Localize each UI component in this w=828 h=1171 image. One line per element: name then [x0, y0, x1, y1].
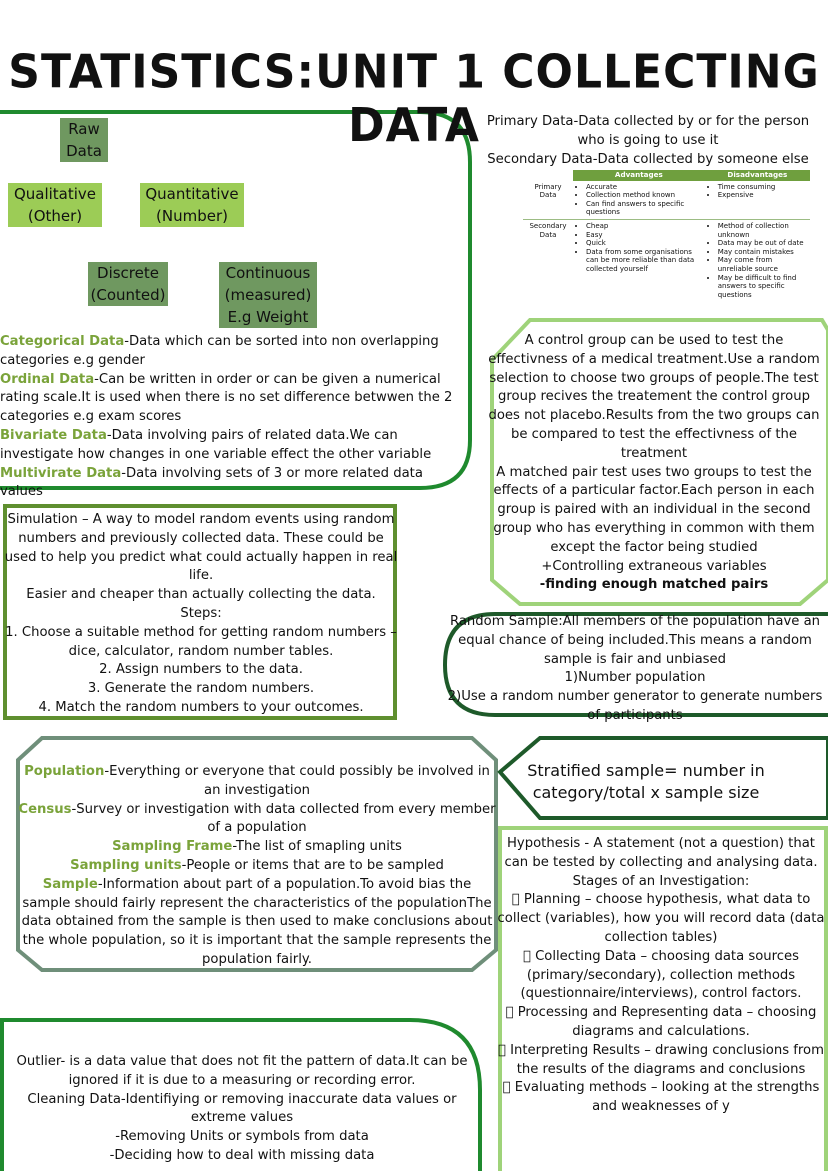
population-item	[18, 763, 496, 801]
population-definition: -Information about part of a population.To avoid bias the sample should fairly represent the characteristics of the populationThe data obtained from the sample is then used to make conclusions about the whole population, so it is important that the sample represents the population fairly.	[21, 876, 493, 967]
matched-pair-paragraph: A matched pair test uses two groups to test the effects of a particular factor.Each person in each group is paired with an individual in the second group who has everything in common with them except the factor being studied	[493, 464, 815, 555]
page-title: STATISTICS:UNIT 1 COLLECTING DATA	[8, 45, 820, 153]
random-sample-text	[444, 613, 826, 726]
table-cell-item: • Data may be out of date	[718, 239, 807, 248]
continuous-box	[219, 262, 317, 328]
bullet-icon:  	[498, 1042, 506, 1058]
stage-text: Processing and Representing data – choosing diagrams and calculations.	[517, 1005, 817, 1039]
table-cell-item: • Accurate	[586, 183, 702, 192]
random-sample-step: 1)Number population	[564, 670, 706, 686]
table-cell-item: • May contain mistakes	[718, 248, 807, 257]
population-term: Population	[24, 764, 105, 779]
outlier-text	[8, 1053, 476, 1166]
stages-title: Stages of an Investigation:	[572, 873, 750, 889]
control-group-paragraph: A control group can be used to test the effectivness of a medical treatment.Use a random selection to choose two groups of people.The test group recives the treatement the control group does not placebo.Results from the two groups can be compared to test the effectivness of the treatment	[488, 333, 820, 461]
raw-data-box	[60, 118, 108, 162]
definition-text: -Data involving sets of 3 or more related data values	[0, 465, 423, 500]
qualitative-box	[8, 183, 102, 227]
table-cell-item: • Collection method known	[586, 191, 702, 200]
table-cell-item: • Easy	[586, 231, 702, 240]
bullet-icon:  	[511, 892, 520, 908]
table-row-label: Primary Data	[534, 182, 562, 200]
qualitative-line: Qualitative	[13, 185, 97, 203]
simulation-intro: Simulation – A way to model random events using random numbers and previously collected data. These could be used to help you predict what could actually happen in real life.	[4, 512, 398, 584]
population-item	[18, 801, 496, 839]
population-definition: -Everything or everyone that could possibly be involved in an investigation	[104, 764, 490, 798]
population-definition: -The list of smapling units	[232, 839, 402, 855]
stage-item	[496, 948, 826, 1004]
definition-text: -Data which can be sorted into non overlapping categories e.g gender	[0, 334, 439, 368]
disadvantages-header: Disadvantages	[705, 170, 810, 181]
population-term: Sampling units	[70, 857, 182, 873]
primary-secondary-text	[478, 113, 818, 169]
table-cell-item: • Time consuming	[718, 183, 807, 192]
discrete-line: Discrete	[97, 264, 159, 282]
advantages-header: Advantages	[573, 170, 705, 181]
stratified-sample-formula: Stratified sample= number in category/total x sample size	[527, 761, 765, 802]
stage-text: Interpreting Results – drawing conclusions from the results of the diagrams and conclusions	[510, 1042, 824, 1077]
definition-item	[0, 371, 462, 427]
population-text	[18, 763, 496, 970]
definition-term: Multivirate Data	[0, 465, 122, 481]
table-cell-item: • Data from some organisations can be more reliable than data collected yourself	[586, 248, 702, 274]
primary-data-definition: Primary Data-Data collected by or for the person who is going to use it	[486, 114, 810, 148]
stage-item	[496, 1004, 826, 1042]
hypothesis-text	[496, 835, 826, 1117]
population-definition: -Survey or investigation with data collected from every member of a population	[71, 801, 496, 836]
definition-item	[0, 465, 462, 503]
stage-text: Collecting Data – choosing data sources (primary/secondary), collection methods (questionnaire/interviews), control factors.	[520, 948, 802, 1002]
bullet-icon:  	[522, 948, 531, 964]
hypothesis-definition: Hypothesis - A statement (not a question) that can be tested by collecting and analysing data.	[504, 836, 818, 870]
table-cell-item: • May come from unreliable source	[718, 256, 807, 273]
raw-data-line: Raw	[68, 120, 100, 138]
definition-item	[0, 333, 462, 371]
population-item	[18, 857, 496, 876]
continuous-line: E.g Weight	[227, 308, 309, 326]
random-sample-definition: Random Sample:All members of the population have an equal chance of being included.This means a random sample is fair and unbiased	[449, 614, 821, 667]
table-cell-item: • May be difficult to find answers to specific questions	[718, 274, 807, 300]
data-definitions	[0, 333, 462, 502]
simulation-steps-title: Steps:	[180, 605, 222, 621]
advantages-table	[523, 170, 810, 301]
stage-text: Evaluating methods – looking at the strengths and weaknesses of y	[514, 1080, 820, 1115]
quantitative-box	[140, 183, 244, 227]
continuous-line: (measured)	[224, 286, 312, 304]
population-term: Sample	[42, 876, 98, 892]
random-sample-step: 2)Use a random number generator to generate numbers of participants	[447, 689, 823, 723]
table-cell-item: • Expensive	[718, 191, 807, 200]
bullet-icon:  	[502, 1080, 511, 1096]
table-cell-item: • Quick	[586, 239, 702, 248]
quantitative-line: (Number)	[156, 207, 228, 225]
definition-term: Ordinal Data	[0, 371, 95, 387]
simulation-benefit: Easier and cheaper than actually collecting the data.	[26, 587, 376, 603]
quantitative-line: Quantitative	[145, 185, 239, 203]
advantage-line: +Controlling extraneous variables	[541, 558, 767, 574]
definition-text: -Can be written in order or can be given a numerical rating scale.It is used when there is no set difference betwwen the 2 categories e.g exam scores	[0, 371, 453, 425]
table-row-label: Secondary Data	[523, 219, 573, 301]
stage-text: Planning – choose hypothesis, what data to collect (variables), how you will record data (data collection tables)	[497, 892, 825, 945]
population-term: Sampling Frame	[112, 839, 233, 855]
stage-item	[496, 1042, 826, 1080]
bullet-icon:  	[505, 1005, 514, 1021]
stage-item	[496, 891, 826, 947]
discrete-line: (Counted)	[90, 286, 166, 304]
cleaning-data-definition: Cleaning Data-Identifiying or removing inaccurate data values or extreme values	[27, 1091, 457, 1126]
qualitative-line: (Other)	[27, 207, 83, 225]
definition-term: Categorical Data	[0, 334, 125, 349]
population-definition: -People or items that are to be sampled	[181, 857, 444, 873]
outlier-definition: Outlier- is a data value that does not fit the pattern of data.It can be ignored if it is due to a measuring or recording error.	[16, 1054, 468, 1088]
table-cell-item: • Can find answers to specific questions	[586, 200, 702, 217]
continuous-line: Continuous	[225, 264, 311, 282]
definition-text: -Data involving pairs of related data.We can investigate how changes in one variable effect the other variable	[0, 427, 432, 462]
definition-term: Bivariate Data	[0, 427, 107, 443]
stage-item	[496, 1079, 826, 1117]
cleaning-step: -Removing Units or symbols from data	[115, 1129, 369, 1145]
discrete-box	[88, 262, 168, 306]
simulation-step: 2. Assign numbers to the data.	[99, 662, 303, 678]
population-item	[18, 876, 496, 970]
simulation-text	[2, 511, 400, 718]
disadvantage-line: -finding enough matched pairs	[539, 577, 769, 593]
cleaning-step: -Deciding how to deal with missing data	[109, 1147, 375, 1163]
raw-data-line: Data	[66, 142, 102, 160]
table-cell-item: • Cheap	[586, 222, 702, 231]
simulation-step: 4. Match the random numbers to your outcomes.	[38, 699, 364, 715]
table-cell-item: • Method of collection unknown	[718, 222, 807, 239]
simulation-step: 1. Choose a suitable method for getting random numbers – dice, calculator, random number tables.	[5, 624, 397, 659]
population-term: Census	[18, 801, 72, 817]
control-group-text	[488, 332, 820, 595]
definition-item	[0, 427, 462, 465]
population-item	[18, 838, 496, 857]
secondary-data-definition: Secondary Data-Data collected by someone else	[487, 151, 809, 167]
simulation-step: 3. Generate the random numbers.	[87, 681, 315, 697]
